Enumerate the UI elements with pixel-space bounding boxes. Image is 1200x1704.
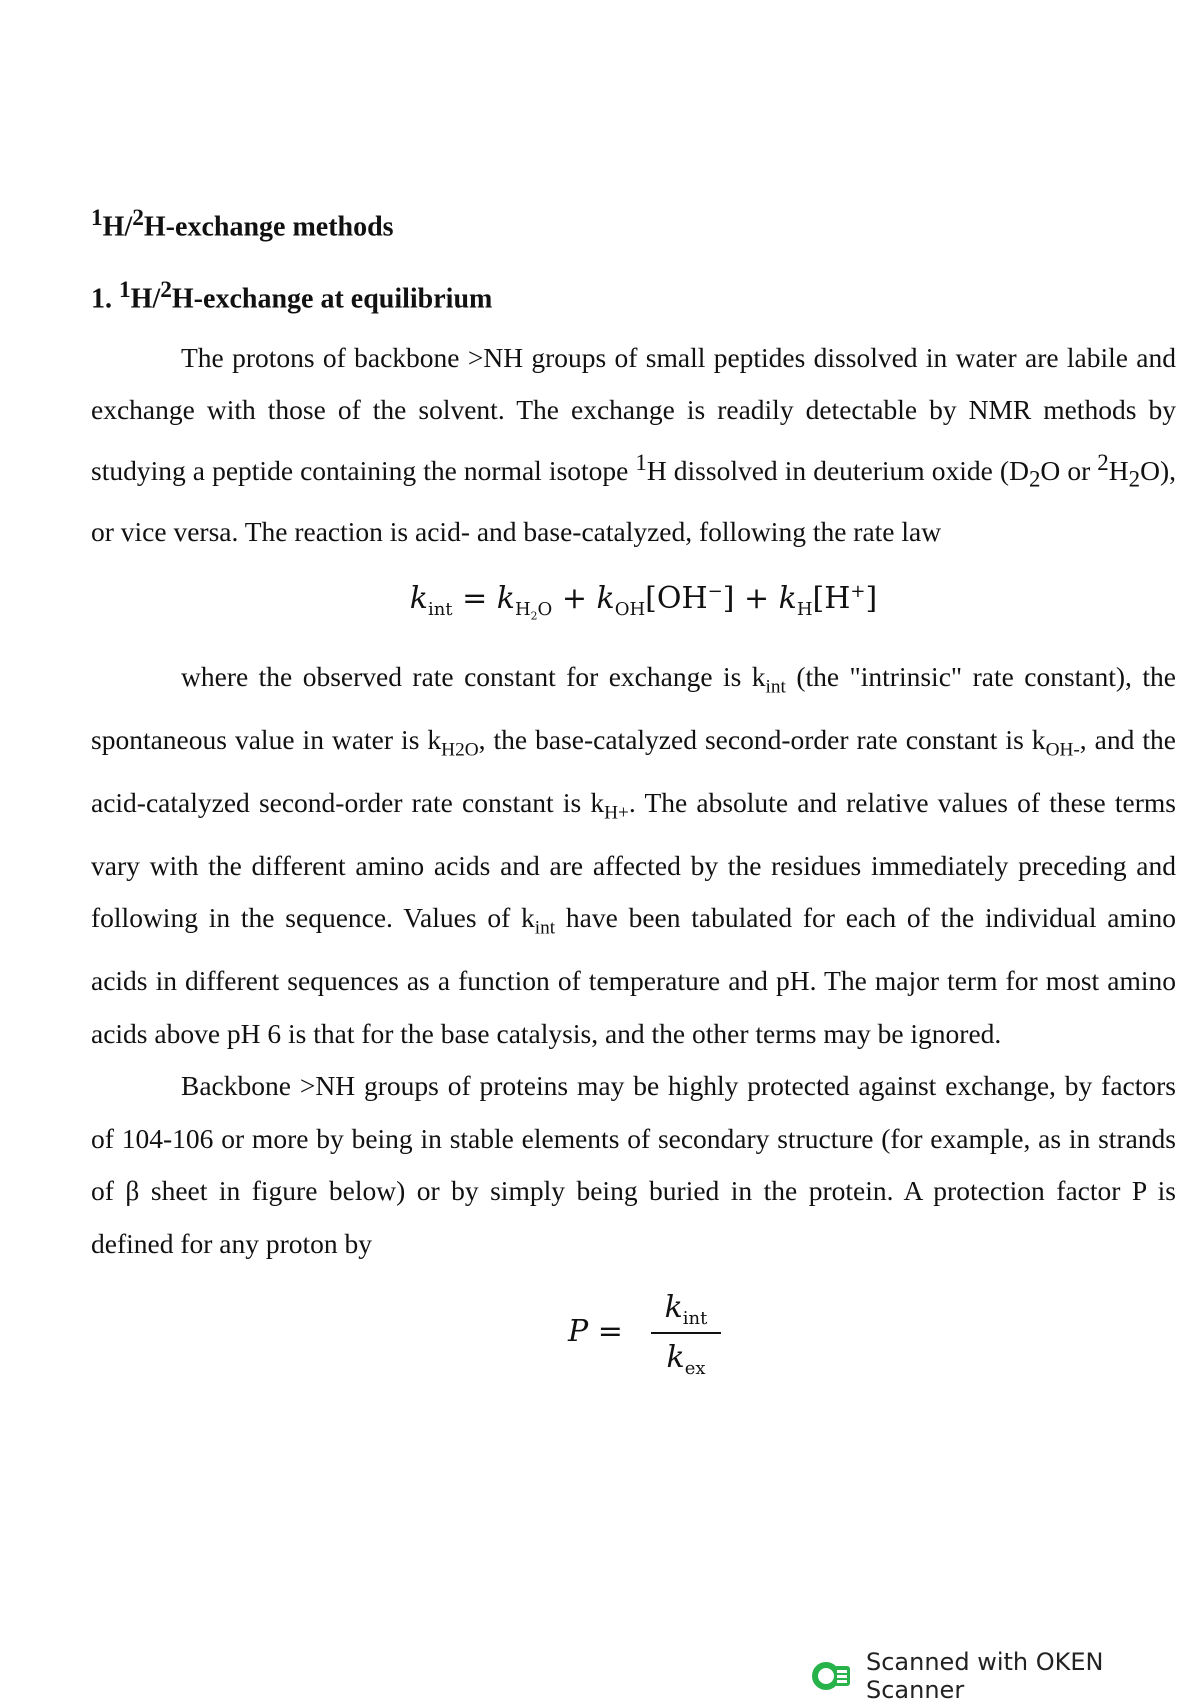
eq-symbol: P: [568, 1314, 589, 1350]
text-run: The protons of backbone >NH groups of small peptides dissolved in water are labile and exchange with those of the solvent. The exchange is readily detectable by NMR methods by studying a peptide containing the normal isotope: [91, 341, 1176, 486]
text-subscript: H+: [604, 802, 629, 824]
section-heading: [91, 272, 1176, 317]
document-body: [91, 200, 1176, 1383]
text-run: , the base-catalyzed second-order rate constant is k: [478, 723, 1046, 755]
eq-subscript: int: [682, 1308, 708, 1330]
text-subscript: 2: [1128, 466, 1141, 492]
eq-lhs: [568, 1314, 623, 1349]
text-subscript: OH-: [1045, 739, 1080, 761]
text-superscript: 1: [635, 449, 647, 475]
eq-subscript: [514, 599, 553, 623]
text-run: have been tabulated for each of the individual amino acids in different sequences as a function of temperature and pH. The major term for most amino acids above pH 6 is that for the base catalysis, and the other terms may be ignored.: [91, 902, 1176, 1049]
text-run: O or: [1040, 454, 1098, 486]
title-superscript: 2: [132, 205, 144, 231]
eq-operator: =: [588, 1314, 623, 1350]
text-subscript: int: [765, 676, 786, 698]
eq-term: [H: [812, 581, 851, 617]
text-subscript: int: [534, 917, 556, 939]
eq-denominator: [651, 1338, 721, 1378]
text-superscript: 2: [1097, 449, 1109, 475]
watermark-text: Scanned with OKEN Scanner: [866, 1648, 1104, 1704]
text-subscript: H2O: [441, 739, 479, 761]
paragraph-protection: Backbone >NH groups of proteins may be highly protected against exchange, by factors of 104-106 or more by being in stable elements of secondary structure (for example, as in strands of β sheet in figure below) or by simply being buried in the protein. A protection factor P is defined for any proton by: [91, 1070, 1176, 1259]
eq-symbol: k: [664, 1290, 683, 1326]
title-text-part: H-exchange methods: [143, 211, 394, 243]
eq-symbol: k: [666, 1340, 685, 1376]
section-superscript: 2: [160, 277, 172, 304]
eq-symbol: k: [596, 581, 615, 617]
eq-symbol: k: [496, 581, 515, 617]
eq-superscript: −: [707, 581, 723, 603]
eq-operator: =: [452, 581, 497, 617]
oken-scanner-logo-icon: [812, 1660, 852, 1692]
paragraph-rate-constants: [91, 651, 1176, 1061]
section-number: 1.: [91, 283, 119, 315]
eq-operator: +: [552, 581, 597, 617]
fraction-bar: [651, 1332, 721, 1334]
section-text-part: H/: [130, 283, 161, 315]
text-subscript: 2: [1028, 466, 1041, 492]
eq-subscript: H: [796, 599, 813, 621]
section-superscript: 1: [119, 277, 131, 304]
text-run: H: [1108, 454, 1129, 486]
eq-term: [OH: [645, 581, 708, 617]
text-run: O), or vice versa. The reaction is acid- and base-catalyzed, following the rate law: [91, 454, 1176, 547]
eq-term: ]: [722, 581, 735, 617]
eq-fraction: [651, 1288, 721, 1378]
text-run: H dissolved in deuterium oxide (D: [646, 454, 1029, 486]
scanner-watermark: [812, 1648, 1200, 1704]
eq-term: ]: [865, 581, 878, 617]
text-run: where the observed rate constant for exchange is k: [181, 660, 766, 692]
eq-subscript: ex: [684, 1358, 706, 1380]
eq-subscript: int: [427, 599, 453, 621]
eq-subscript-part: H: [514, 599, 531, 621]
eq-subscript: OH: [614, 599, 646, 621]
eq-superscript: +: [850, 581, 866, 603]
eq-subscript-part: 2: [530, 609, 538, 623]
paragraph-intro: [91, 332, 1176, 559]
title-text-part: H/: [102, 211, 133, 243]
page-title: [91, 200, 1176, 245]
section-text-part: H-exchange at equilibrium: [171, 283, 493, 315]
text-run: (the "intrinsic" rate constant), the spontaneous value in water is k: [91, 660, 1176, 755]
title-superscript: 1: [91, 205, 103, 231]
eq-numerator: [651, 1288, 721, 1328]
text-run: . The absolute and relative values of these terms vary with the different amino acids and are affected by the residues immediately preceding and following in the sequence. Values of k: [91, 786, 1176, 934]
eq-subscript-part: O: [537, 599, 553, 621]
eq-symbol: k: [409, 581, 428, 617]
rate-law-equation: [91, 572, 1176, 637]
eq-symbol: k: [778, 581, 797, 617]
text-run: , and the acid-catalyzed second-order rate constant is k: [91, 723, 1177, 818]
protection-factor-equation: [91, 1288, 1176, 1383]
eq-operator: +: [734, 581, 779, 617]
